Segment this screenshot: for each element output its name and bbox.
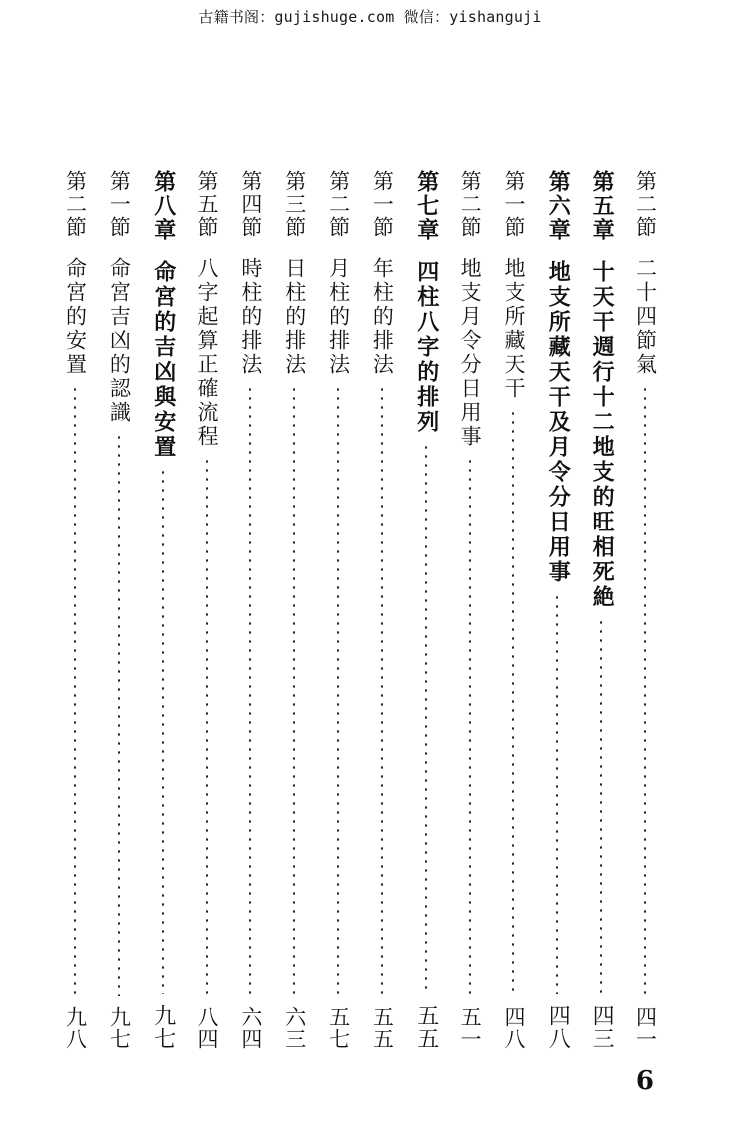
toc-page-number: 六四 [238,1006,263,1050]
toc-entry [493,170,533,1050]
toc-page-number: 九七 [107,1006,132,1050]
toc-entry [625,170,665,1050]
dot-leader [249,385,251,996]
toc-label: 第一節 [107,170,132,239]
toc-title: 時柱的排法 [238,257,263,377]
toc-page-number: 五五 [370,1006,395,1050]
toc-page-number: 八四 [195,1006,220,1050]
dot-leader [600,618,602,994]
toc-chapter-entry [143,170,183,1050]
toc-title: 命宮的安置 [63,257,88,377]
toc-page-number: 九七 [150,1004,176,1050]
toc-title: 命宮的吉凶與安置 [150,260,176,460]
dot-leader [118,433,120,996]
toc-chapter-entry [406,170,446,1050]
dot-leader [556,593,558,994]
table-of-contents [55,170,665,1050]
toc-title: 年柱的排法 [370,257,395,377]
toc-page-number: 五七 [326,1006,351,1050]
toc-entry [230,170,270,1050]
toc-title: 二十四節氣 [633,257,658,377]
toc-chapter-entry [581,170,621,1050]
toc-title: 日柱的排法 [282,257,307,377]
dot-leader [206,457,208,996]
toc-page-number: 五一 [458,1006,483,1050]
toc-entry [450,170,490,1050]
toc-title: 八字起算正確流程 [195,257,220,449]
toc-label: 第二節 [633,170,658,239]
page-number: 6 [635,1066,654,1096]
toc-label: 第一節 [501,170,526,239]
toc-label: 第六章 [545,170,571,242]
dot-leader [469,457,471,996]
toc-page-number: 五五 [413,1004,439,1050]
toc-label: 第三節 [282,170,307,239]
dot-leader [644,385,646,996]
toc-page-number: 六三 [282,1006,307,1050]
dot-leader [293,385,295,996]
dot-leader [162,468,164,994]
toc-title: 四柱八字的排列 [413,260,439,435]
toc-entry [187,170,227,1050]
dot-leader [381,385,383,996]
dot-leader [425,443,427,994]
toc-label: 第二節 [458,170,483,239]
toc-entry [274,170,314,1050]
toc-label: 第二節 [63,170,88,239]
toc-label: 第五章 [589,170,615,242]
toc-label: 第四節 [238,170,263,239]
toc-label: 第八章 [150,170,176,242]
toc-page-number: 四八 [545,1004,571,1050]
toc-label: 第五節 [195,170,220,239]
toc-entry [99,170,139,1050]
toc-entry [362,170,402,1050]
toc-entry [318,170,358,1050]
dot-leader [512,409,514,996]
toc-label: 第一節 [370,170,395,239]
toc-title: 地支所藏天干 [501,257,526,401]
toc-label: 第七章 [413,170,439,242]
toc-chapter-entry [537,170,577,1050]
toc-title: 十天干週行十二地支的旺相死絶 [589,260,615,610]
toc-page-number: 九八 [63,1006,88,1050]
toc-page-number: 四一 [633,1006,658,1050]
toc-title: 地支所藏天干及月令分日用事 [545,260,571,585]
toc-page-number: 四三 [589,1004,615,1050]
toc-title: 地支月令分日用事 [458,257,483,449]
toc-entry [55,170,95,1050]
dot-leader [337,385,339,996]
toc-title: 月柱的排法 [326,257,351,377]
dot-leader [74,385,76,996]
toc-title: 命宮吉凶的認識 [107,257,132,425]
watermark-header: 古籍书阁：gujishuge.com 微信：yishanguji [198,8,542,26]
toc-page-number: 四八 [501,1006,526,1050]
toc-label: 第二節 [326,170,351,239]
